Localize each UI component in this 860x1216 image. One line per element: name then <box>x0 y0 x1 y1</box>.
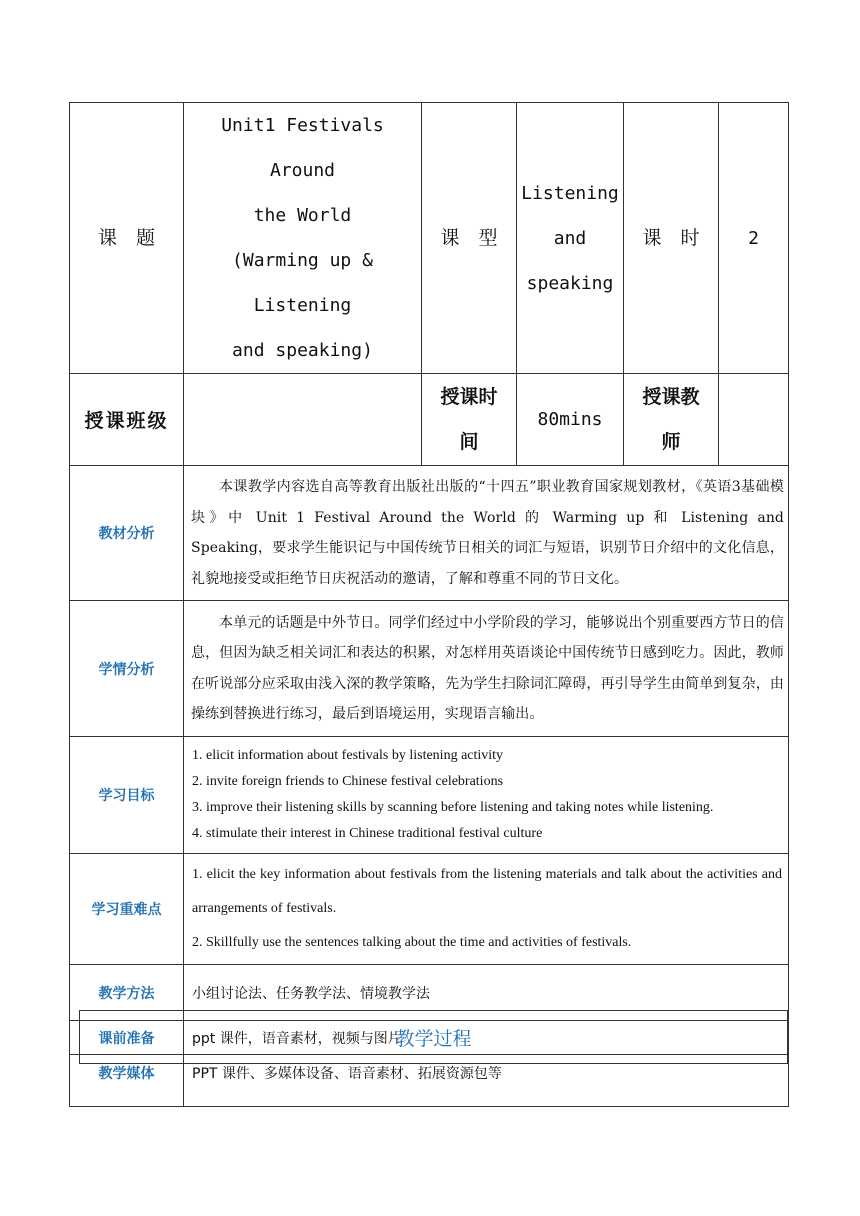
methods-label: 教学方法 <box>70 965 184 1021</box>
header-row <box>70 103 789 374</box>
learner-label: 学情分析 <box>70 601 184 737</box>
hours-label: 课 时 <box>624 103 719 374</box>
learner-row <box>70 601 789 737</box>
type-label: 课 型 <box>422 103 517 374</box>
difficulties-row <box>70 854 789 965</box>
list-item: 1. elicit the key information about festivals from the listening materials and talk about the activities and arrangements of festivals. <box>192 867 782 916</box>
prep-label: 课前准备 <box>70 1021 184 1055</box>
objectives-label: 学习目标 <box>70 737 184 854</box>
topic-label: 课 题 <box>70 103 184 374</box>
difficulties-label: 学习重难点 <box>70 854 184 965</box>
material-label: 教材分析 <box>70 466 184 601</box>
media-label: 教学媒体 <box>70 1055 184 1107</box>
class-row <box>70 374 789 466</box>
objectives-row <box>70 737 789 854</box>
time-label: 授课时 间 <box>422 374 517 466</box>
teaching-process-heading: 教学过程 <box>79 1010 788 1064</box>
list-item: 2. invite foreign friends to Chinese festival celebrations <box>192 774 504 789</box>
teacher-value <box>719 374 789 466</box>
media-text: PPT 课件、多媒体设备、语音素材、拓展资源包等 <box>184 1055 789 1107</box>
teacher-label: 授课教 师 <box>624 374 719 466</box>
lesson-plan-table <box>69 102 789 1107</box>
type-value: Listening and speaking <box>517 103 624 374</box>
class-value <box>184 374 422 466</box>
list-item: 2. Skillfully use the sentences talking about the time and activities of festivals. <box>192 935 632 950</box>
material-row <box>70 466 789 601</box>
material-text: 本课教学内容选自高等教育出版社出版的“十四五”职业教育国家规划教材，《英语3基础模块》中 Unit 1 Festival Around the World 的 Warming up 和 Listening and Speaking，要求学生能识记与中国传统节日相关的词汇与短语，识别节日介绍中的文化信息，礼貌地接受或拒绝节日庆祝活动的邀请，了解和尊重不同的节日文化。 <box>184 466 789 601</box>
methods-text: 小组讨论法、任务教学法、情境教学法 <box>184 965 789 1021</box>
learner-text: 本单元的话题是中外节日。同学们经过中小学阶段的学习，能够说出个别重要西方节日的信息，但因为缺乏相关词汇和表达的积累，对怎样用英语谈论中国传统节日感到吃力。因此，教师在听说部分应采取由浅入深的教学策略，先为学生扫除词汇障碍，再引导学生由简单到复杂，由操练到替换进行练习，最后到语境运用，实现语言输出。 <box>184 601 789 737</box>
list-item: 1. elicit information about festivals by listening activity <box>192 748 504 763</box>
prep-text: ppt 课件，语音素材，视频与图片 <box>184 1021 789 1055</box>
list-item: 4. stimulate their interest in Chinese traditional festival culture <box>192 826 543 841</box>
class-label: 授课班级 <box>70 374 184 466</box>
difficulties-list <box>184 854 789 965</box>
time-value: 80mins <box>517 374 624 466</box>
hours-value: 2 <box>719 103 789 374</box>
topic-value: Unit1 Festivals Around the World (Warming up & Listening and speaking) <box>184 103 422 374</box>
list-item: 3. improve their listening skills by scanning before listening and taking notes while listening. <box>192 800 714 815</box>
objectives-list <box>184 737 789 854</box>
